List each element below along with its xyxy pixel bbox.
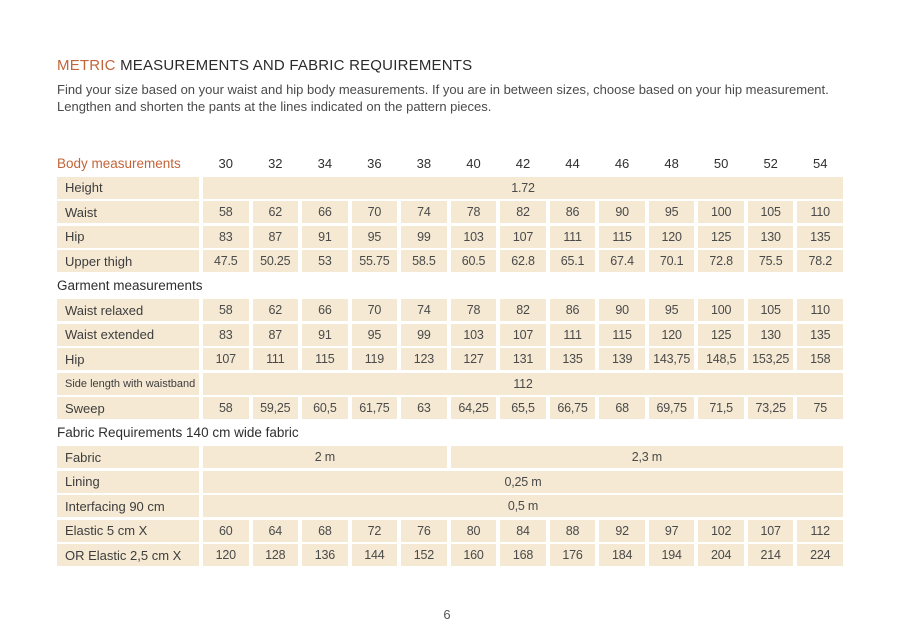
value-cell: 66: [302, 201, 348, 223]
value-cell: 136: [302, 544, 348, 566]
table-row: [57, 520, 843, 542]
section-title: Garment measurements: [57, 278, 203, 293]
size-header-cell: 48: [664, 155, 679, 171]
value-cell: 125: [698, 226, 744, 248]
value-cell: 69,75: [649, 397, 695, 419]
value-cell: 143,75: [649, 348, 695, 370]
value-cell: 131: [500, 348, 546, 370]
value-cell: 90: [599, 299, 645, 321]
value-cell: 70.1: [649, 250, 695, 272]
table-row: [57, 446, 843, 468]
value-cell: 130: [748, 226, 794, 248]
value-cell: 102: [698, 520, 744, 542]
value-cell: 83: [203, 324, 249, 346]
value-cell: 119: [352, 348, 398, 370]
value-cell: 92: [599, 520, 645, 542]
value-cell: 95: [352, 226, 398, 248]
value-cell: 63: [401, 397, 447, 419]
value-cell: 135: [550, 348, 596, 370]
row-label: Elastic 5 cm X: [57, 520, 199, 542]
value-cell: 70: [352, 299, 398, 321]
span-value-cell: 1.72: [203, 177, 843, 199]
value-cell: 135: [797, 226, 843, 248]
size-header-cell: 36: [367, 155, 382, 171]
value-cell: 103: [451, 226, 497, 248]
value-cell: 100: [698, 201, 744, 223]
row-label: OR Elastic 2,5 cm X: [57, 544, 199, 566]
value-cell: 130: [748, 324, 794, 346]
table-header-label: Body measurements: [57, 155, 181, 171]
size-header-cell: 40: [466, 155, 481, 171]
value-cell: 62: [253, 201, 299, 223]
value-cell: 90: [599, 201, 645, 223]
span-value-cell: 0,5 m: [203, 495, 843, 517]
value-cell: 152: [401, 544, 447, 566]
span-value-cell: 112: [203, 373, 843, 395]
table-row: [57, 226, 843, 248]
value-cell: 58: [203, 201, 249, 223]
value-cell: 71,5: [698, 397, 744, 419]
value-cell: 224: [797, 544, 843, 566]
value-cell: 105: [748, 299, 794, 321]
value-cell: 68: [599, 397, 645, 419]
value-cell: 107: [203, 348, 249, 370]
size-header-cell: 42: [515, 155, 531, 171]
value-cell: 135: [797, 324, 843, 346]
value-cell: 127: [451, 348, 497, 370]
size-header-cell: 46: [614, 155, 630, 171]
value-cell: 204: [698, 544, 744, 566]
value-cell: 60.5: [451, 250, 497, 272]
row-label: Waist: [57, 201, 199, 223]
value-cell: 76: [401, 520, 447, 542]
value-cell: 75: [797, 397, 843, 419]
table-row: [57, 348, 843, 370]
table-row: [57, 397, 843, 419]
value-cell: 65.1: [550, 250, 596, 272]
value-cell: 53: [302, 250, 348, 272]
value-cell: 65,5: [500, 397, 546, 419]
size-header-cell: 50: [713, 155, 729, 171]
value-cell: 115: [599, 324, 645, 346]
value-cell: 125: [698, 324, 744, 346]
value-cell: 123: [401, 348, 447, 370]
size-header-cell: 32: [268, 155, 283, 171]
value-cell: 73,25: [748, 397, 794, 419]
value-cell: 64,25: [451, 397, 497, 419]
row-label: Upper thigh: [57, 250, 199, 272]
value-cell: 58: [203, 397, 249, 419]
value-cell: 50.25: [253, 250, 299, 272]
value-cell: 110: [797, 299, 843, 321]
page-title-rest: MEASUREMENTS AND FABRIC REQUIREMENTS: [115, 57, 473, 74]
row-label: Side length with waistband: [57, 373, 199, 395]
value-cell: 120: [649, 226, 695, 248]
table-row: [57, 471, 843, 493]
size-header-cell: 30: [218, 155, 233, 171]
row-label: Hip: [57, 348, 199, 370]
value-cell: 72: [352, 520, 398, 542]
value-cell: 84: [500, 520, 546, 542]
value-cell: 103: [451, 324, 497, 346]
value-cell: 158: [797, 348, 843, 370]
value-cell: 214: [748, 544, 794, 566]
value-cell: 47.5: [203, 250, 249, 272]
value-cell: 66: [302, 299, 348, 321]
value-cell: 194: [649, 544, 695, 566]
value-cell: 80: [451, 520, 497, 542]
value-cell: 86: [550, 299, 596, 321]
value-cell: 66,75: [550, 397, 596, 419]
value-cell: 112: [797, 520, 843, 542]
span-value-cell: 0,25 m: [203, 471, 843, 493]
value-cell: 110: [797, 201, 843, 223]
value-cell: 82: [500, 201, 546, 223]
size-header-cell: 44: [565, 155, 580, 171]
value-cell: 111: [550, 226, 596, 248]
value-cell: 75.5: [748, 250, 794, 272]
value-cell: 60,5: [302, 397, 348, 419]
value-cell: 128: [253, 544, 299, 566]
value-cell: 99: [401, 324, 447, 346]
intro-paragraph: Find your size based on your waist and hip body measurements. If you are in between sizes, choose based on your hip measurement. Lengthen and shorten the pants at the lines indicated on the pattern pieces.: [57, 82, 829, 114]
row-label: Sweep: [57, 397, 199, 419]
value-cell: 144: [352, 544, 398, 566]
value-cell: 67.4: [599, 250, 645, 272]
value-cell: 153,25: [748, 348, 794, 370]
value-cell: 62: [253, 299, 299, 321]
value-cell: 88: [550, 520, 596, 542]
value-cell: 55.75: [352, 250, 398, 272]
value-cell: 148,5: [698, 348, 744, 370]
row-label: Waist extended: [57, 324, 199, 346]
value-cell: 115: [302, 348, 348, 370]
table-row: [57, 495, 843, 517]
row-label: Interfacing 90 cm: [57, 495, 199, 517]
span-value-cell: 2 m: [203, 446, 447, 468]
table-row: [57, 324, 843, 346]
measurement-table: [57, 152, 843, 566]
page-number: 6: [443, 607, 451, 622]
value-cell: 95: [352, 324, 398, 346]
table-row: [57, 544, 843, 566]
size-header-cell: 38: [416, 155, 432, 171]
value-cell: 97: [649, 520, 695, 542]
size-header-cell: 54: [812, 155, 828, 171]
table-row: [57, 299, 843, 321]
value-cell: 59,25: [253, 397, 299, 419]
value-cell: 72.8: [698, 250, 744, 272]
value-cell: 58: [203, 299, 249, 321]
value-cell: 95: [649, 299, 695, 321]
value-cell: 91: [302, 324, 348, 346]
value-cell: 68: [302, 520, 348, 542]
value-cell: 83: [203, 226, 249, 248]
table-row: [57, 373, 843, 395]
value-cell: 70: [352, 201, 398, 223]
section-title-row: [57, 422, 843, 444]
value-cell: 100: [698, 299, 744, 321]
value-cell: 107: [748, 520, 794, 542]
row-label: Hip: [57, 226, 199, 248]
value-cell: 111: [253, 348, 299, 370]
value-cell: 120: [649, 324, 695, 346]
table-row: [57, 250, 843, 272]
value-cell: 64: [253, 520, 299, 542]
section-title-row: [57, 275, 843, 297]
value-cell: 91: [302, 226, 348, 248]
value-cell: 62.8: [500, 250, 546, 272]
page-title: [57, 57, 843, 74]
value-cell: 115: [599, 226, 645, 248]
value-cell: 74: [401, 299, 447, 321]
value-cell: 95: [649, 201, 695, 223]
value-cell: 58.5: [401, 250, 447, 272]
value-cell: 105: [748, 201, 794, 223]
value-cell: 160: [451, 544, 497, 566]
value-cell: 111: [550, 324, 596, 346]
value-cell: 139: [599, 348, 645, 370]
row-label: Waist relaxed: [57, 299, 199, 321]
size-header-cell: 34: [317, 155, 333, 171]
value-cell: 120: [203, 544, 249, 566]
value-cell: 74: [401, 201, 447, 223]
span-value-cell: 2,3 m: [451, 446, 843, 468]
page-content: [57, 57, 843, 569]
value-cell: 87: [253, 324, 299, 346]
value-cell: 107: [500, 226, 546, 248]
table-row: [57, 201, 843, 223]
value-cell: 184: [599, 544, 645, 566]
value-cell: 86: [550, 201, 596, 223]
value-cell: 87: [253, 226, 299, 248]
table-row: [57, 177, 843, 199]
value-cell: 78: [451, 299, 497, 321]
value-cell: 60: [203, 520, 249, 542]
value-cell: 78.2: [797, 250, 843, 272]
value-cell: 99: [401, 226, 447, 248]
section-title: Fabric Requirements 140 cm wide fabric: [57, 425, 299, 440]
value-cell: 176: [550, 544, 596, 566]
row-label: Fabric: [57, 446, 199, 468]
size-header-cell: 52: [763, 155, 778, 171]
value-cell: 78: [451, 201, 497, 223]
value-cell: 82: [500, 299, 546, 321]
value-cell: 168: [500, 544, 546, 566]
table-header-row: [57, 152, 843, 174]
value-cell: 61,75: [352, 397, 398, 419]
row-label: Lining: [57, 471, 199, 493]
page-title-accent: METRIC: [57, 57, 116, 74]
row-label: Height: [57, 177, 199, 199]
value-cell: 107: [500, 324, 546, 346]
